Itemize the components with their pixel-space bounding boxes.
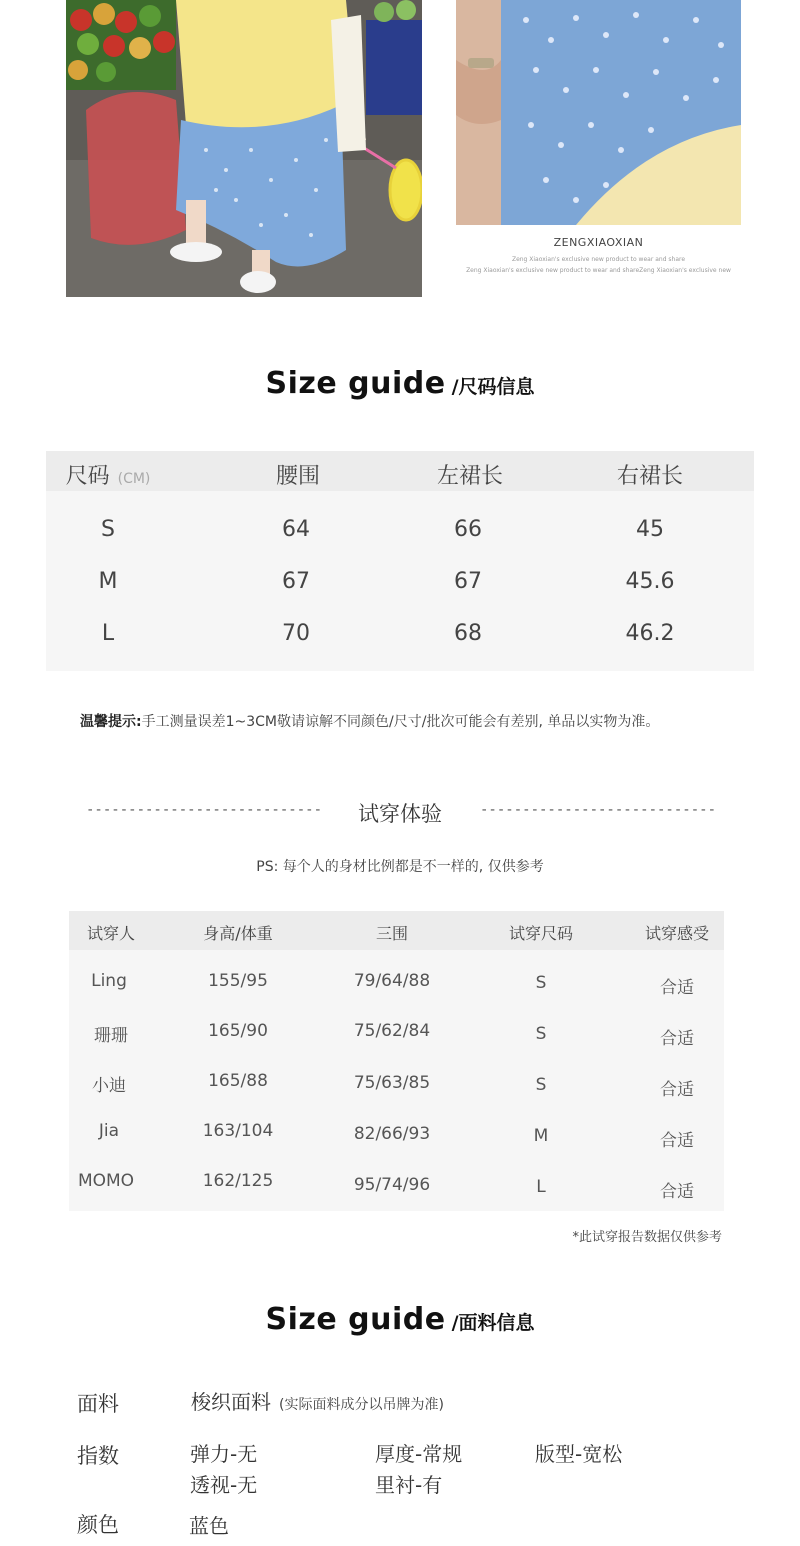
cell-person: MOMO <box>77 1171 135 1191</box>
cell-measurements: 75/62/84 <box>353 1021 431 1041</box>
cell-right-length: 45 <box>636 517 664 542</box>
cell-measurements: 82/66/93 <box>353 1124 431 1144</box>
fabric-lining: 里衬-有 <box>375 1473 443 1497</box>
tryon-table <box>69 911 724 1211</box>
fabric-heading <box>0 1302 800 1337</box>
cell-feeling: 合适 <box>660 1131 694 1151</box>
size-guide-heading <box>0 366 800 401</box>
cell-height-weight: 162/125 <box>202 1171 274 1191</box>
cell-left-length: 66 <box>454 517 482 542</box>
cell-person: 珊珊 <box>94 1026 128 1046</box>
cell-height-weight: 165/90 <box>208 1021 268 1041</box>
cell-waist: 70 <box>282 621 310 646</box>
fabric-index-label: 指数 <box>77 1444 119 1468</box>
cell-measurements: 75/63/85 <box>353 1073 431 1093</box>
cell-waist: 67 <box>282 569 310 594</box>
heading-en: Size guide <box>265 366 446 401</box>
caption-line: Zeng Xiaoxian's exclusive new product to wear and shareZeng Xiaoxian's exclusive new <box>466 267 731 274</box>
tip-label: 温馨提示: <box>80 714 142 730</box>
tryon-note: PS: 每个人的身材比例都是不一样的, 仅供参考 <box>256 859 544 875</box>
divider-dashes-right: ---------------------------- <box>480 802 717 818</box>
cell-height-weight: 155/95 <box>208 971 268 991</box>
cell-person: Jia <box>98 1121 120 1141</box>
cell-height-weight: 163/104 <box>202 1121 274 1141</box>
fabric-material-note: (实际面料成分以吊牌为准) <box>279 1397 444 1413</box>
product-photo-fabric-detail <box>456 0 741 225</box>
cell-size: L <box>536 1177 546 1197</box>
fabric-thickness: 厚度-常规 <box>375 1442 463 1466</box>
tryon-title: 试穿体验 <box>358 802 442 826</box>
tryon-footnote: *此试穿报告数据仅供参考 <box>572 1230 722 1245</box>
caption-line: Zeng Xiaoxian's exclusive new product to wear and share <box>511 256 686 263</box>
cell-right-length: 45.6 <box>625 569 675 594</box>
column-header-tried-size: 试穿尺码 <box>508 924 574 943</box>
cell-size: S <box>535 973 547 993</box>
heading-cn: /面料信息 <box>451 1312 535 1334</box>
floral-fabric-illustration <box>456 0 741 225</box>
column-header-measurements: 三围 <box>375 924 409 943</box>
fabric-elasticity: 弹力-无 <box>190 1442 258 1466</box>
column-header-person: 试穿人 <box>86 924 136 943</box>
cell-person: Ling <box>91 971 127 991</box>
cell-measurements: 95/74/96 <box>353 1175 431 1195</box>
unit-label: (CM) <box>117 471 151 487</box>
cell-person: 小迪 <box>92 1076 126 1096</box>
cell-size: M <box>533 1126 549 1146</box>
cell-size: L <box>101 621 115 646</box>
fabric-material-label: 面料 <box>77 1392 119 1416</box>
brand-caption: ZENGXIAOXIAN <box>553 236 644 249</box>
column-header-height-weight: 身高/体重 <box>203 924 273 943</box>
heading-en: Size guide <box>265 1302 446 1337</box>
cell-size: S <box>535 1024 547 1044</box>
cell-feeling: 合适 <box>660 978 694 998</box>
fabric-fit: 版型-宽松 <box>535 1442 623 1466</box>
column-header-feeling: 试穿感受 <box>644 924 710 943</box>
column-header-left-length: 左裙长 <box>436 464 504 489</box>
cell-waist: 64 <box>282 517 310 542</box>
column-header-size: 尺码 (CM) <box>65 464 151 489</box>
cell-height-weight: 165/88 <box>208 1071 268 1091</box>
cell-feeling: 合适 <box>660 1029 694 1049</box>
fabric-color-label: 颜色 <box>77 1513 119 1537</box>
column-header-right-length: 右裙长 <box>616 464 684 489</box>
cell-left-length: 67 <box>454 569 482 594</box>
divider-dashes-left: ---------------------------- <box>86 802 323 818</box>
cell-size: S <box>101 517 115 542</box>
cell-feeling: 合适 <box>660 1182 694 1202</box>
measurement-tip <box>80 711 659 731</box>
cell-size: M <box>98 569 118 594</box>
cell-right-length: 46.2 <box>625 621 675 646</box>
tip-text: 手工测量误差1~3CM敬请谅解不同颜色/尺寸/批次可能会有差别, 单品以实物为准。 <box>141 714 660 730</box>
fabric-material-value: 梭织面料 (实际面料成分以吊牌为准) <box>191 1390 444 1414</box>
heading-cn: /尺码信息 <box>451 376 535 398</box>
fabric-color-value: 蓝色 <box>189 1514 229 1538</box>
cell-measurements: 79/64/88 <box>353 971 431 991</box>
cell-left-length: 68 <box>454 621 482 646</box>
fabric-transparency: 透视-无 <box>190 1473 258 1497</box>
cell-size: S <box>535 1075 547 1095</box>
product-photo-model-at-market <box>66 0 422 297</box>
column-header-waist: 腰围 <box>275 464 321 489</box>
market-scene-illustration <box>66 0 422 297</box>
cell-feeling: 合适 <box>660 1080 694 1100</box>
